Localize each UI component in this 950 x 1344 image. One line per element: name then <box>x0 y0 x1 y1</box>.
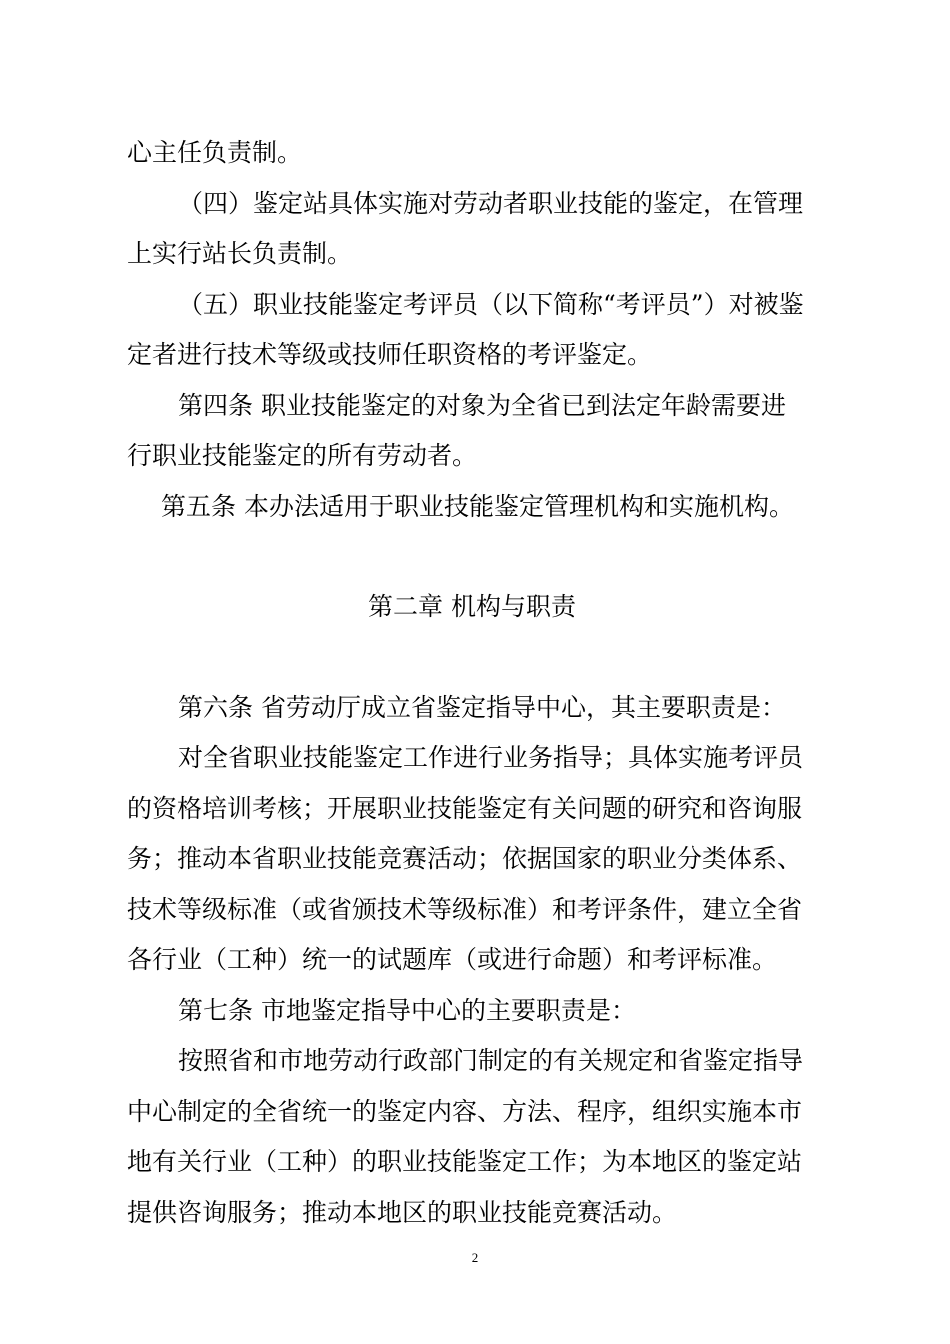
text-line-content: 第四条 职业技能鉴定的对象为全省已到法定年龄需要进 <box>178 391 786 420</box>
text-line-content: 的资格培训考核；开展职业技能鉴定有关问题的研究和咨询服 <box>127 794 803 823</box>
text-line-content: （五）职业技能鉴定考评员（以下简称“考评员”）对被鉴 <box>178 290 804 319</box>
text-line-content: 行职业技能鉴定的所有劳动者。 <box>127 441 478 470</box>
text-line-content: 按照省和市地劳动行政部门制定的有关规定和省鉴定指导 <box>178 1046 804 1075</box>
page-number: 2 <box>471 1250 479 1265</box>
text-line-content: 定者进行技术等级或技师任职资格的考评鉴定。 <box>127 340 653 369</box>
text-line-content: （四）鉴定站具体实施对劳动者职业技能的鉴定，在管理 <box>178 189 804 218</box>
text-line-content: 对全省职业技能鉴定工作进行业务指导；具体实施考评员 <box>178 743 804 772</box>
text-line-content: 地有关行业（工种）的职业技能鉴定工作；为本地区的鉴定站 <box>127 1147 803 1176</box>
text-line-content: 上实行站长负责制。 <box>127 239 353 268</box>
text-line-content: 第七条 市地鉴定指导中心的主要职责是： <box>178 996 636 1025</box>
text-line-content: 中心制定的全省统一的鉴定内容、方法、程序，组织实施本市 <box>127 1097 803 1126</box>
text-line-content: 心主任负责制。 <box>127 138 303 167</box>
text-line-content: 技术等级标准（或省颁技术等级标准）和考评条件，建立全省 <box>127 895 803 924</box>
text-line-content: 第五条 本办法适用于职业技能鉴定管理机构和实施机构。 <box>161 492 794 521</box>
text-line-content: 务；推动本省职业技能竞赛活动；依据国家的职业分类体系、 <box>127 844 803 873</box>
chapter-heading-text: 第二章 机构与职责 <box>368 592 576 621</box>
text-line-content: 第六条 省劳动厅成立省鉴定指导中心，其主要职责是： <box>178 693 786 722</box>
text-line-content: 各行业（工种）统一的试题库（或进行命题）和考评标准。 <box>127 945 778 974</box>
text-line-content: 提供咨询服务；推动本地区的职业技能竞赛活动。 <box>127 1198 678 1227</box>
